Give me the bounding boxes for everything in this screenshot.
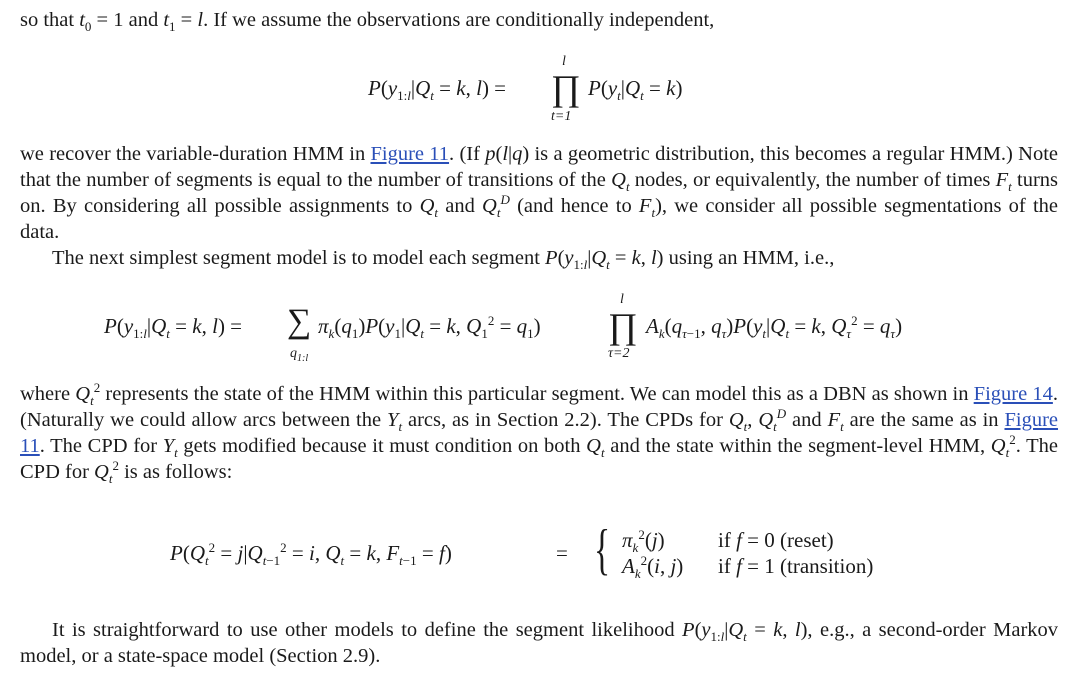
eq1-rhs: $P(y_t|Q_t = k)$ [588, 76, 683, 104]
eq3-case2-value: $A_k^2(i$, j) [622, 553, 684, 582]
eq3-lhs: $P(Q_t^2 = j|Q_{t-1}^2 = i$, $Q_t = k$, $F_{t-1} = f$) [170, 540, 452, 569]
eq2-lhs: $P(y_{1:l}|Q_t = k$, l) = [104, 314, 243, 342]
text-line-intro: so that $t_0 = 1$ and $t_1 = l$. If we assume the observations are conditionally independent, [20, 9, 715, 35]
eq1-prod-top: l [562, 54, 566, 69]
eq2-prod-bottom: τ=2 [608, 346, 630, 361]
paragraph-other-models: It is straightforward to use other models to define the segment likelihood $P(y_{1:l}|Q_t = k$, l), e.g., a second-order Markov model, or a state-space model (Section 2.9). [20, 619, 1059, 667]
left-brace: { [594, 519, 611, 581]
paragraph-dbn-segment: where $Q_t^2$ represents the state of the HMM within this particular segment. We can model this as a DBN as shown in Figure 14. (Naturally we could allow arcs between the $Y_t$ arcs, as in Section 2.2). The CPDs for $Q_t$, $Q_t^D$ and $F_t$ are the same as in Figure 11. The CPD for $Y_t$ gets modified because it must condition on both $Q_t$ and the state within the segment-level HMM, $Q_t^2$. The CPD for $Q_t^2$ is as follows: [20, 380, 1059, 487]
eq1-lhs: $P(y_{1:l}|Q_t = k$, l) = [368, 76, 507, 104]
eq3-case1-value: $\pi_k^2(j)$ [622, 527, 665, 556]
summation-symbol: ∑ [287, 303, 312, 340]
eq2-mid: $\pi_k(q_1)P(y_1|Q_t = k$, $Q_1^2 = q_1$) [318, 313, 541, 342]
eq1-prod-bottom: t=1 [551, 109, 572, 124]
eq2-rhs: $A_k(q_{\tau-1}$, $q_\tau)P(y_t|Q_t = k$, $Q_\tau^2 = q_\tau$) [646, 313, 903, 342]
figure-11-link[interactable]: Figure 11 [370, 143, 450, 165]
figure-14-link[interactable]: Figure 14 [973, 383, 1053, 405]
figure-11-link[interactable]: Figure 11 [20, 409, 1059, 457]
eq3-equals: = [556, 541, 568, 565]
product-symbol: ∏ [608, 306, 638, 346]
eq3-case1-condition: if f = 0 (reset) [718, 528, 834, 552]
eq3-case2-condition: if f = 1 (transition) [718, 554, 874, 578]
eq2-prod-top: l [620, 292, 624, 307]
eq2-sum-bottom: $q_{1:l}$ [290, 346, 309, 364]
product-symbol: ∏ [551, 68, 581, 108]
paragraph-variable-duration: we recover the variable-duration HMM in Figure 11. (If p(l|q) is a geometric distribution, this becomes a regular HMM.) Note that the number of segments is equal to the number of transitions of the $Q_t$ nodes, or equivalently, the number of times $F_t$ turns on. By considering all possible assignments to $Q_t$ and $Q_t^D$ (and hence to $F_t$), we consider all possible segmentations of the data. The next simplest segment model is to model each segment $P(y_{1:l}|Q_t = k$, l) using an HMM, i.e., [20, 143, 1059, 273]
